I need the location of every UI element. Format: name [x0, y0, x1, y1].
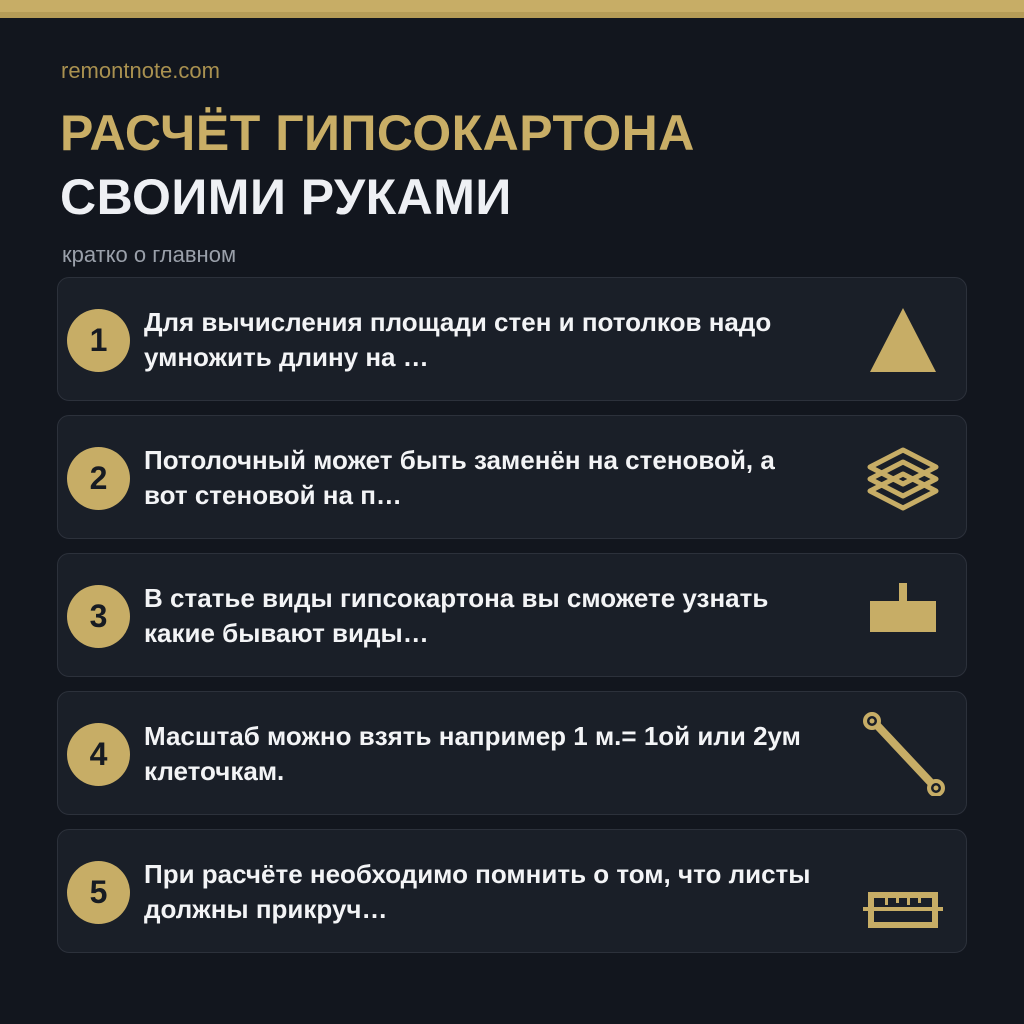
- item-number-badge: 3: [67, 585, 130, 648]
- top-accent-bar-shade: [0, 12, 1024, 18]
- item-text-line-1: Потолочный может быть заменён на стеновой, а: [144, 445, 775, 475]
- item-text: [144, 581, 854, 651]
- item-text-line-1: Масштаб можно взять например 1 м.= 1ой или 2ум: [144, 721, 801, 751]
- item-text: [144, 443, 854, 513]
- item-number-badge: 5: [67, 861, 130, 924]
- wrench-icon: [858, 712, 948, 796]
- page-subtitle: кратко о главном: [62, 242, 237, 267]
- item-text-line-2: какие бывают виды…: [144, 618, 429, 648]
- item-text: [144, 719, 854, 789]
- item-text: [144, 305, 854, 375]
- item-number-badge: 1: [67, 309, 130, 372]
- item-number-badge: 2: [67, 447, 130, 510]
- page-title-line-1: РАСЧЁТ ГИПСОКАРТОНА: [60, 105, 695, 161]
- item-text: [144, 857, 854, 927]
- site-name[interactable]: remontnote.com: [61, 58, 220, 83]
- item-text-line-2: клеточкам.: [144, 756, 285, 786]
- item-text-line-1: Для вычисления площади стен и потолков надо: [144, 307, 772, 337]
- list-item-1: [57, 277, 967, 401]
- level-block-icon: [858, 574, 948, 658]
- item-text-line-1: В статье виды гипсокартона вы сможете узнать: [144, 583, 769, 613]
- item-text-line-2: вот стеновой на п…: [144, 480, 402, 510]
- item-text-line-2: умножить длину на …: [144, 342, 429, 372]
- layers-icon: [858, 436, 948, 520]
- item-text-line-1: При расчёте необходимо помнить о том, что листы: [144, 859, 811, 889]
- page-title-line-2: СВОИМИ РУКАМИ: [60, 169, 512, 225]
- item-number-badge: 4: [67, 723, 130, 786]
- triangle-icon: [858, 298, 948, 382]
- list-item-3: [57, 553, 967, 677]
- list-item-2: [57, 415, 967, 539]
- list-item-5: [57, 829, 967, 953]
- list-item-4: [57, 691, 967, 815]
- ruler-icon: [858, 850, 948, 934]
- item-text-line-2: должны прикруч…: [144, 894, 388, 924]
